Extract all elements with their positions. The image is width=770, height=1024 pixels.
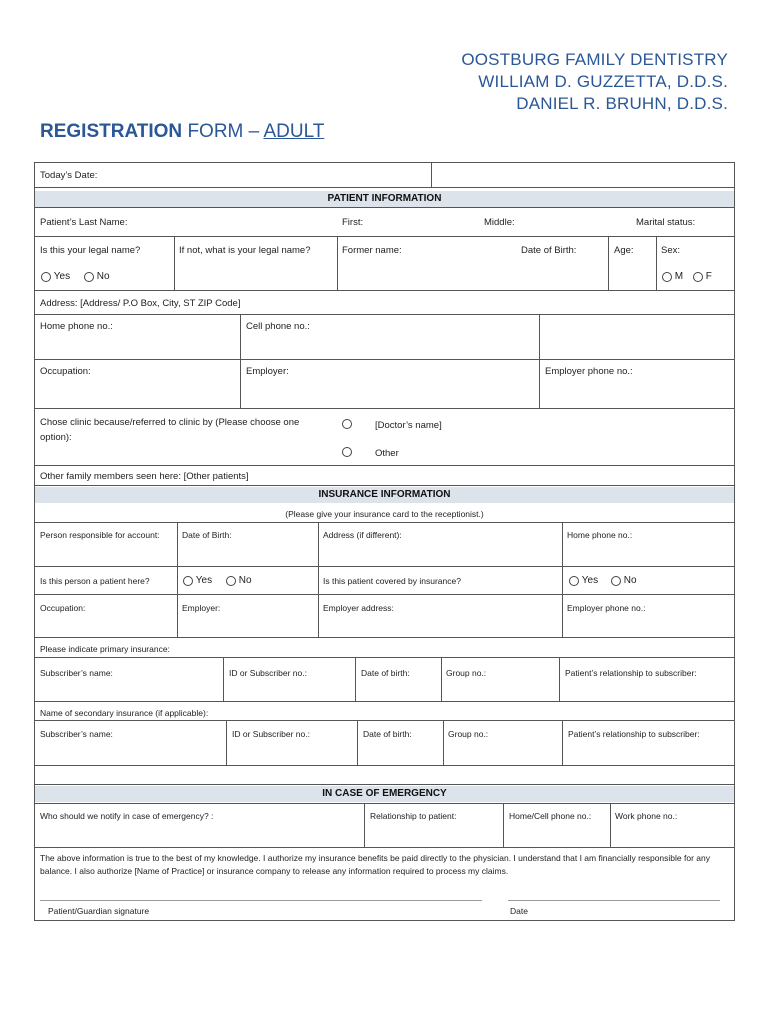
secondary-id-label: ID or Subscriber no.: — [232, 729, 310, 739]
primary-sub-dob-label: Date of birth: — [361, 668, 410, 678]
covered-label: Is this patient covered by insurance? — [323, 576, 461, 586]
divider — [34, 408, 735, 409]
radio-icon[interactable] — [611, 576, 621, 586]
form-table — [34, 162, 735, 921]
divider — [441, 657, 442, 701]
practice-name: OOSTBURG FAMILY DENTISTRY — [461, 50, 728, 69]
covered-no-option[interactable] — [611, 575, 637, 586]
divider — [318, 522, 319, 637]
divider — [34, 485, 735, 486]
primary-group-label: Group no.: — [446, 668, 487, 678]
radio-icon[interactable] — [342, 419, 352, 429]
secondary-subscriber-label: Subscriber’s name: — [40, 729, 113, 739]
home-phone-label: Home phone no.: — [40, 321, 113, 332]
f-label: F — [705, 271, 712, 282]
covered-yes-option[interactable] — [569, 575, 598, 586]
doctor-name-2: DANIEL R. BRUHN, D.D.S. — [516, 94, 728, 113]
divider — [357, 720, 358, 765]
radio-icon[interactable] — [693, 272, 703, 282]
age-label: Age: — [614, 245, 634, 256]
divider — [562, 522, 563, 637]
emergency-work-phone-label: Work phone no.: — [615, 811, 678, 821]
primary-relationship-label: Patient’s relationship to subscriber: — [565, 668, 697, 678]
divider — [34, 803, 735, 804]
divider — [608, 236, 609, 290]
title-rest: FORM – — [187, 121, 260, 142]
divider — [34, 314, 735, 315]
no-label: No — [623, 575, 637, 586]
divider — [240, 359, 241, 408]
date-label: Date — [510, 906, 528, 916]
secondary-relationship-label: Patient’s relationship to subscriber: — [568, 729, 700, 739]
radio-icon[interactable] — [226, 576, 236, 586]
radio-icon[interactable] — [41, 272, 51, 282]
cell-phone-label: Cell phone no.: — [246, 321, 310, 332]
dob-label: Date of Birth: — [521, 245, 577, 256]
primary-insurance-label: Please indicate primary insurance: — [40, 644, 170, 654]
sex-label: Sex: — [661, 245, 681, 256]
middle-name-label: Middle: — [484, 217, 515, 228]
yes-label: Yes — [195, 575, 213, 586]
secondary-sub-dob-label: Date of birth: — [363, 729, 412, 739]
first-name-label: First: — [342, 217, 364, 228]
signature-label: Patient/Guardian signature — [48, 906, 150, 916]
divider — [443, 720, 444, 765]
todays-date-label: Today’s Date: — [40, 170, 98, 181]
divider — [364, 803, 365, 847]
divider — [223, 657, 224, 701]
divider — [34, 566, 735, 567]
divider — [539, 314, 540, 408]
divider — [34, 236, 735, 237]
yes-label: Yes — [581, 575, 599, 586]
divider — [240, 314, 241, 359]
divider — [34, 359, 735, 360]
divider — [34, 847, 735, 848]
divider — [656, 236, 657, 290]
date-line[interactable] — [508, 900, 720, 901]
insurance-section-header: INSURANCE INFORMATION — [35, 487, 734, 503]
divider — [174, 236, 175, 290]
divider — [34, 784, 735, 785]
divider — [559, 657, 560, 701]
divider — [34, 290, 735, 291]
employer-phone-label: Employer phone no.: — [545, 366, 633, 377]
signature-line[interactable] — [40, 900, 482, 901]
divider — [34, 207, 735, 208]
employer-label: Employer: — [246, 366, 289, 377]
legal-name-no-option[interactable] — [84, 271, 110, 282]
title-adult: ADULT — [263, 121, 325, 142]
secondary-insurance-label: Name of secondary insurance (if applicable): — [40, 708, 209, 718]
ins-employer-address-label: Employer address: — [323, 603, 394, 613]
radio-icon[interactable] — [342, 447, 352, 457]
ins-employer-phone-label: Employer phone no.: — [567, 603, 646, 613]
is-patient-yes-option[interactable] — [183, 575, 212, 586]
is-patient-label: Is this person a patient here? — [40, 576, 150, 586]
divider — [226, 720, 227, 765]
emergency-section-header: IN CASE OF EMERGENCY — [35, 786, 734, 802]
divider — [34, 522, 735, 523]
emergency-home-cell-label: Home/Cell phone no.: — [509, 811, 592, 821]
primary-subscriber-label: Subscriber’s name: — [40, 668, 113, 678]
radio-icon[interactable] — [662, 272, 672, 282]
divider — [503, 803, 504, 847]
ins-employer-label: Employer: — [182, 603, 221, 613]
is-patient-no-option[interactable] — [226, 575, 252, 586]
radio-icon[interactable] — [183, 576, 193, 586]
patient-section-header: PATIENT INFORMATION — [35, 191, 734, 207]
sex-m-option[interactable] — [662, 271, 683, 282]
divider — [34, 765, 735, 766]
chose-clinic-label: Chose clinic because/referred to clinic by (Please choose one option): — [40, 417, 300, 443]
if-not-legal-name-label: If not, what is your legal name? — [179, 245, 311, 256]
marital-status-label: Marital status: — [636, 217, 696, 228]
insurance-note: (Please give your insurance card to the receptionist.) — [285, 509, 484, 519]
secondary-group-label: Group no.: — [448, 729, 489, 739]
radio-icon[interactable] — [84, 272, 94, 282]
divider — [562, 720, 563, 765]
referral-other-option[interactable] — [342, 447, 352, 458]
responsible-label: Person responsible for account: — [40, 530, 160, 540]
divider — [34, 465, 735, 466]
referral-doctor-option[interactable] — [342, 419, 352, 430]
last-name-label: Patient’s Last Name: — [40, 217, 128, 228]
doctor-name-1: WILLIAM D. GUZZETTA, D.D.S. — [478, 72, 728, 91]
form-title — [40, 121, 324, 143]
divider — [34, 657, 735, 658]
primary-id-label: ID or Subscriber no.: — [229, 668, 307, 678]
emergency-notify-label: Who should we notify in case of emergency? : — [40, 811, 214, 821]
divider — [34, 637, 735, 638]
yes-label: Yes — [53, 271, 71, 282]
legal-name-label: Is this your legal name? — [40, 245, 141, 256]
ins-home-phone-label: Home phone no.: — [567, 530, 633, 540]
address-label: Address: [Address/ P.O Box, City, ST ZIP Code] — [40, 298, 241, 309]
radio-icon[interactable] — [569, 576, 579, 586]
divider — [355, 657, 356, 701]
no-label: No — [96, 271, 110, 282]
divider — [431, 163, 432, 187]
divider — [610, 803, 611, 847]
divider — [337, 236, 338, 290]
ins-dob-label: Date of Birth: — [182, 530, 232, 540]
ins-address-label: Address (if different): — [323, 530, 402, 540]
family-members-label: Other family members seen here: [Other patients] — [40, 471, 249, 482]
divider — [177, 522, 178, 637]
emergency-relationship-label: Relationship to patient: — [370, 811, 457, 821]
doctor-name-label: [Doctor’s name] — [375, 420, 442, 431]
legal-name-yes-option[interactable] — [41, 271, 70, 282]
sex-f-option[interactable] — [693, 271, 712, 282]
divider — [34, 720, 735, 721]
ins-occupation-label: Occupation: — [40, 603, 86, 613]
title-bold: REGISTRATION — [40, 121, 183, 142]
occupation-label: Occupation: — [40, 366, 91, 377]
former-name-label: Former name: — [342, 245, 402, 256]
no-label: No — [238, 575, 252, 586]
consent-text: The above information is true to the best of my knowledge. I authorize my insurance benefits be paid directly to the physician. I understand that I am financially responsible for any balance. I also authorize [Name of Practice] or insurance company to release any information required to process my claims. — [40, 853, 710, 876]
divider — [34, 594, 735, 595]
divider — [34, 701, 735, 702]
m-label: M — [674, 271, 684, 282]
other-label: Other — [375, 448, 399, 459]
divider — [34, 187, 735, 188]
